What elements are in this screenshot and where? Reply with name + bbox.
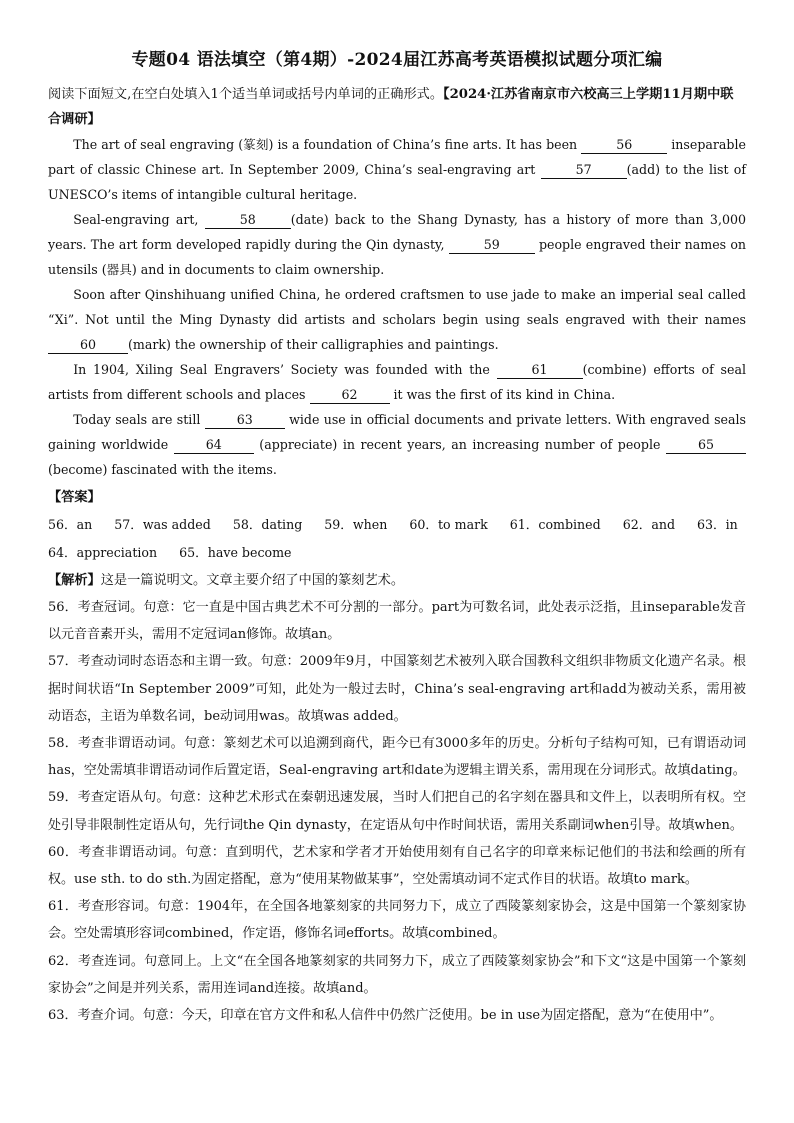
answer-item: 56．an	[48, 517, 93, 532]
passage	[48, 132, 746, 482]
analysis-item-61: 61．考查形容词。句意：1904年，在全国各地篆刻家的共同努力下，成立了西陵篆刻家协会，这是中国第一个篆刻家协会。空处需填形容词combined，作定语，修饰名词efforts。故填combined。	[48, 899, 746, 942]
blank-64: 64	[174, 437, 254, 454]
passage-text: (mark) the ownership of their calligraphies and paintings.	[128, 337, 499, 352]
passage-text: Today seals are still	[73, 412, 201, 427]
passage-text: (add) to the list of UNESCO’s items of intangible cultural heritage.	[48, 162, 746, 202]
passage-text: wide use in official documents and private letters. With engraved seals gaining worldwide	[48, 412, 747, 452]
blank-58: 58	[205, 212, 291, 229]
analysis-item-62: 62．考查连词。句意同上。上文“在全国各地篆刻家的共同努力下，成立了西陵篆刻家协会”和下文“这是中国第一个篆刻家协会”之间是并列关系，需用连词and连接。故填and。	[48, 953, 746, 996]
page-title: 专题04 语法填空（第4期）-2024届江苏高考英语模拟试题分项汇编	[131, 50, 663, 70]
instructions	[48, 82, 746, 132]
blank-56: 56	[581, 137, 667, 154]
passage-text: The art of seal engraving (篆刻) is a foundation of China’s fine arts. It has been	[73, 137, 578, 152]
source-label: 【2024·江苏省南京市六校高三上学期11月期中联合调研】	[48, 87, 734, 127]
blank-57: 57	[541, 162, 627, 179]
passage-text: (become) fascinated with the items.	[48, 462, 277, 477]
analysis-summary-text: 这是一篇说明文。文章主要介绍了中国的篆刻艺术。	[100, 573, 405, 588]
passage-paragraph	[48, 207, 746, 282]
analysis-item-56: 56．考查冠词。句意：它一直是中国古典艺术不可分割的一部分。part为可数名词，此处表示泛指，且inseparable发音以元音音素开头，需用不定冠词an修饰。故填an。	[48, 600, 746, 643]
blank-59: 59	[449, 237, 535, 254]
passage-paragraph	[48, 407, 746, 482]
passage-text: (appreciate) in recent years, an increasing number of people	[259, 437, 661, 452]
answer-item: 61．combined	[509, 517, 601, 532]
passage-text: people engraved their names on utensils (器具) and in documents to claim ownership.	[48, 237, 747, 277]
passage-paragraph	[48, 132, 746, 207]
blank-60: 60	[48, 337, 128, 354]
passage-text: (date) back to the Shang Dynasty, has a history of more than 3,000 years. The art form developed rapidly during the Qin dynasty,	[48, 212, 746, 252]
answer-heading: 【答案】	[48, 490, 101, 505]
passage-text: Seal-engraving art,	[73, 212, 199, 227]
answer-item: 65．have become	[179, 545, 292, 560]
answer-item: 60．to mark	[409, 517, 488, 532]
answer-item: 62．and	[622, 517, 676, 532]
answer-item: 57．was added	[114, 517, 211, 532]
answer-row	[48, 511, 746, 539]
blank-62: 62	[310, 387, 390, 404]
answer-item: 59．when	[324, 517, 388, 532]
answer-item: 64．appreciation	[48, 545, 158, 560]
answer-list	[48, 511, 746, 567]
analysis-item-59: 59．考查定语从句。句意：这种艺术形式在秦朝迅速发展，当时人们把自己的名字刻在器具和文件上，以表明所有权。空处引导非限制性定语从句，先行词the Qin dynasty，在定语从句中作时间状语，需用关系副词when引导。故填when。	[48, 790, 746, 833]
passage-paragraph	[48, 357, 746, 407]
instructions-text: 阅读下面短文,在空白处填入1个适当单词或括号内单词的正确形式。	[48, 87, 444, 102]
analysis-label: 【解析】	[48, 573, 101, 588]
analysis-item-63: 63．考查介词。句意：今天，印章在官方文件和私人信件中仍然广泛使用。be in use为固定搭配，意为“在使用中”。	[48, 1008, 723, 1024]
analysis-item-60: 60．考查非谓语动词。句意：直到明代，艺术家和学者才开始使用刻有自己名字的印章来标记他们的书法和绘画的所有权。use sth. to do sth.为固定搭配，意为“使用某物做某事”，空处需填动词不定式作目的状语。故填to mark。	[48, 844, 746, 888]
passage-text: it was the first of its kind in China.	[393, 387, 616, 402]
answer-row	[48, 539, 746, 567]
passage-text: In 1904, Xiling Seal Engravers’ Society was founded with the	[73, 362, 490, 377]
blank-65: 65	[666, 437, 746, 454]
passage-text: (combine) efforts of seal artists from different schools and places	[48, 362, 746, 402]
passage-text: Soon after Qinshihuang unified China, he ordered craftsmen to use jade to make an imperial seal called “Xi”. Not until the Ming Dynasty did artists and scholars begin using seals engraved with their names	[48, 287, 746, 327]
analysis-item-58: 58．考查非谓语动词。句意：篆刻艺术可以追溯到商代，距今已有3000多年的历史。分析句子结构可知，已有谓语动词has，空处需填非谓语动词作后置定语，Seal-engraving art和date为逻辑主谓关系，需用现在分词形式。故填dating。	[48, 736, 746, 779]
answer-item: 63．in	[697, 517, 738, 532]
blank-63: 63	[205, 412, 285, 429]
passage-paragraph	[48, 282, 746, 357]
passage-text: inseparable part of classic Chinese art. In September 2009, China’s seal-engraving art	[48, 137, 746, 177]
blank-61: 61	[497, 362, 583, 379]
analysis-item-57: 57．考查动词时态语态和主谓一致。句意：2009年9月，中国篆刻艺术被列入联合国教科文组织非物质文化遗产名录。根据时间状语“In September 2009”可知，此处为一般过去时，China’s seal-engraving art和add为被动关系，需用被动语态，主语为单数名词，be动词用was。故填was added。	[48, 654, 746, 724]
answer-item: 58．dating	[232, 517, 303, 532]
analysis-summary	[48, 567, 746, 594]
